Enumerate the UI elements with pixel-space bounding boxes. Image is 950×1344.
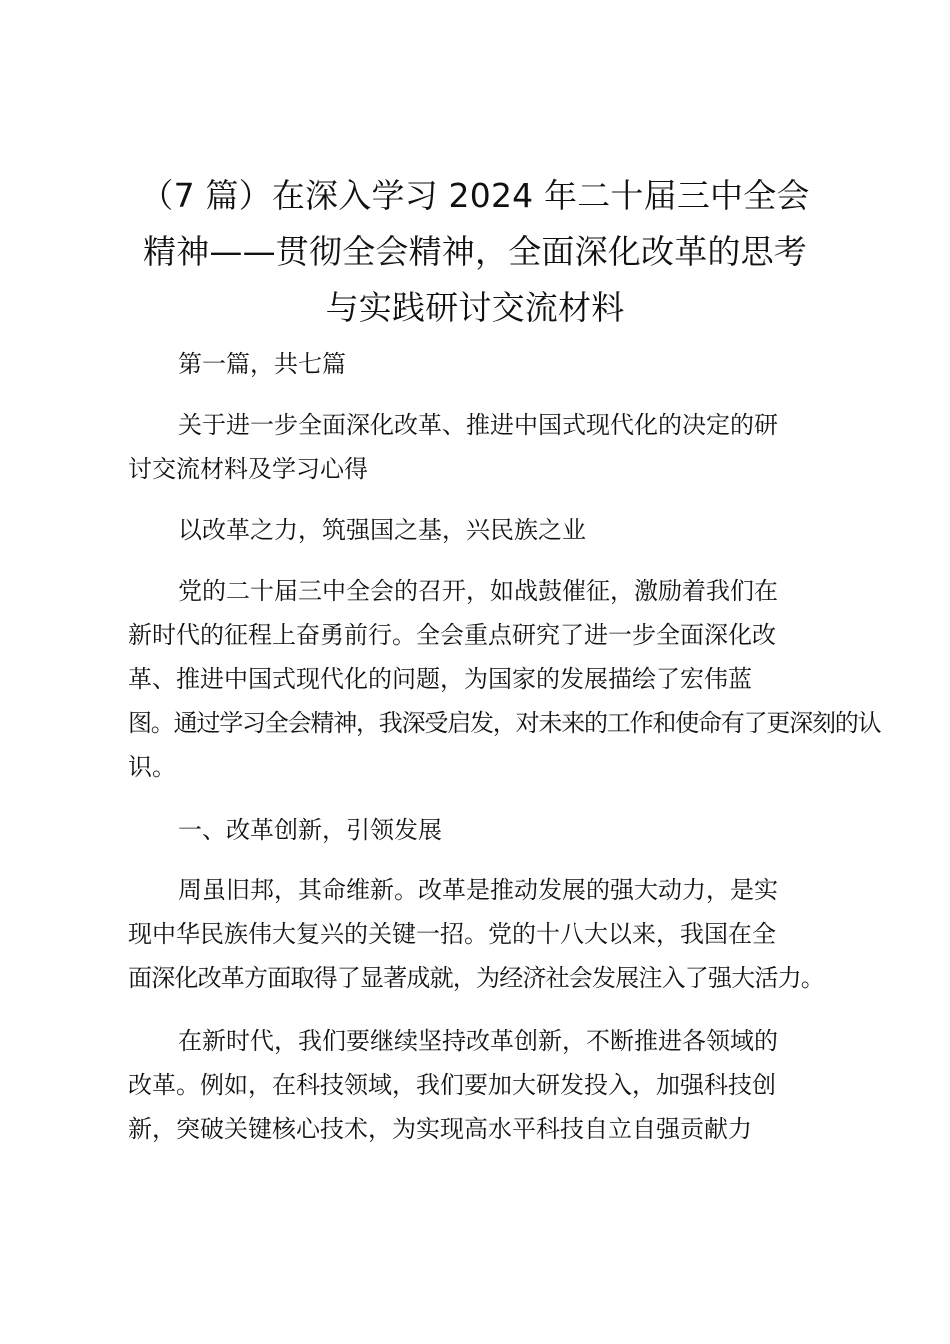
paragraph-line: 图。通过学习全会精神，我深受启发，对未来的工作和使命有了更深刻的认 (128, 709, 881, 737)
section-heading: 以改革之力，筑强国之基，兴民族之业 (178, 516, 586, 544)
paragraph-line: 面深化改革方面取得了显著成就，为经济社会发展注入了强大活力。 (128, 964, 824, 992)
paragraph-line: 新，突破关键核心技术，为实现高水平科技自立自强贡献力 (128, 1115, 752, 1143)
paragraph-line: 党的二十届三中全会的召开，如战鼓催征，激励着我们在 (178, 577, 778, 605)
paragraph-line: 现中华民族伟大复兴的关键一招。党的十八大以来，我国在全 (128, 920, 776, 948)
subtitle-line: 讨交流材料及学习心得 (128, 455, 368, 483)
paragraph-line: 识。 (128, 753, 176, 781)
subtitle-line: 关于进一步全面深化改革、推进中国式现代化的决定的研 (178, 411, 778, 439)
title-line: （7 篇）在深入学习 2024 年二十届三中全会 (140, 176, 810, 215)
title-line: 与实践研讨交流材料 (325, 288, 625, 327)
paragraph-line: 革、推进中国式现代化的问题，为国家的发展描绘了宏伟蓝 (128, 665, 752, 693)
paragraph-line: 在新时代，我们要继续坚持改革创新，不断推进各领域的 (178, 1027, 778, 1055)
paragraph-line: 新时代的征程上奋勇前行。全会重点研究了进一步全面深化改 (128, 621, 776, 649)
title-line: 精神——贯彻全会精神，全面深化改革的思考 (143, 232, 807, 271)
chapter-label: 第一篇，共七篇 (178, 350, 346, 378)
paragraph-line: 改革。例如，在科技领域，我们要加大研发投入，加强科技创 (128, 1071, 776, 1099)
paragraph-line: 周虽旧邦，其命维新。改革是推动发展的强大动力，是实 (178, 876, 778, 904)
document-title (120, 168, 830, 336)
section-heading: 一、改革创新，引领发展 (178, 816, 442, 844)
